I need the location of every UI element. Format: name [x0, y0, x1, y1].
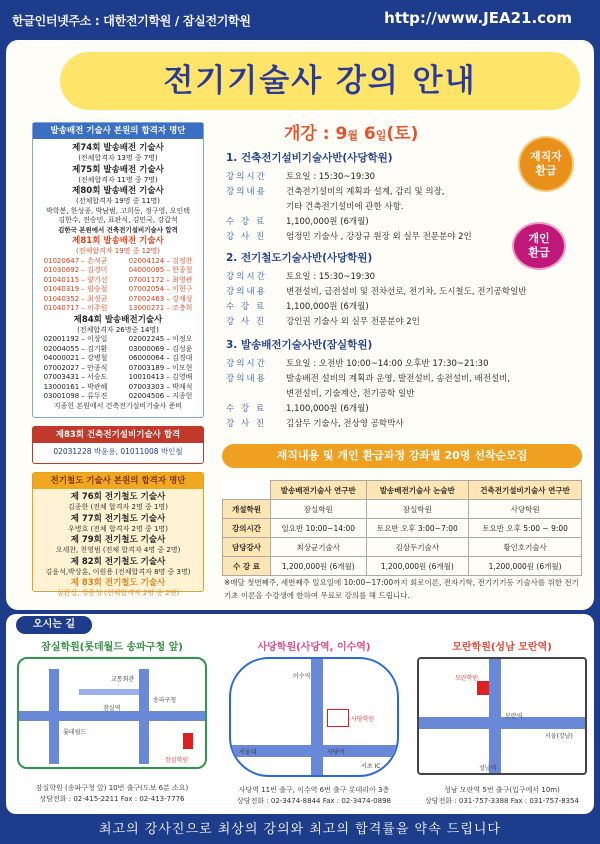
row-value: 1,100,000원 (6개월)	[286, 404, 369, 414]
row-header: 개설학원	[223, 500, 271, 519]
table-cell: 황인호기술사	[469, 538, 582, 557]
table-cell: 1,200,000원 (6개월)	[271, 557, 367, 576]
pass-entry: 06000064 – 김경대	[128, 354, 193, 362]
course-1	[226, 150, 566, 245]
directions-heading: 오시는 길	[16, 616, 92, 634]
pass-entry: 04000021 – 강병철	[43, 354, 108, 362]
power-pe-pass-list	[32, 122, 204, 418]
course-title: 1. 건축전기설비기술사반(사당학원)	[226, 152, 393, 164]
map-address: 성남 모란역 5번 출구(입구에서 10m)	[444, 786, 560, 794]
railway-names: 오세찬, 천영범 (전체 합격자 4명 중 2명)	[55, 546, 181, 554]
table-cell: 1,200,000원 (6개월)	[366, 557, 469, 576]
row-key: 강의시간	[226, 272, 267, 282]
pass-entry: 01040352 – 최성균	[43, 294, 108, 303]
round-80-names: 박학봉, 한성종, 박남범, 고희동, 정구영, 오인택	[46, 206, 190, 215]
row-value: 발송배전 설비의 계획과 운영, 발전설비, 송전설비, 배전설비,	[286, 374, 511, 384]
course-row	[226, 387, 586, 402]
course-row	[226, 315, 586, 330]
round-74-sub: (전체합격자 13명 중 7명)	[78, 154, 158, 162]
table-cell: 김삼두기술사	[366, 538, 469, 557]
row-value: 토요일 : 15:30~19:30	[286, 172, 376, 182]
row-key: 수 강 료	[226, 404, 267, 414]
map-address: 잠실학원 (송파구청 앞) 10번 출구(도보 6분 소요)	[35, 784, 189, 792]
table-cell: 토요반 오후 5:00 ~ 9:00	[469, 519, 582, 538]
pass-entry: 07002463 – 강재성	[128, 294, 193, 303]
round-84-note: 지종헌 본원에서 건축전기설비기술사 준비	[53, 401, 183, 410]
map-title: 모란학원(성남 모란역)	[452, 642, 552, 653]
round-74: 제74회 발송배전 기술사	[72, 143, 164, 153]
page-title: 전기기술사 강의 안내	[163, 63, 477, 99]
row-value: 엄정민 기술사 , 강장규 원장 외 실무 전문분야 2인	[286, 232, 472, 242]
round-84-sub: (전체합격자 26명중 14명)	[77, 325, 159, 334]
personal-refund-badge: 개인 환급	[514, 224, 564, 268]
course-3	[226, 337, 586, 432]
footnote: ※매달 첫번째주, 세번째주 일요일에 10:00~17:00까지 회로이론, 전자기학, 전기기기등 기술사를 위한 전기 기초 이론을 수강생에 한하여 무료로 강의를 해 드립니다.	[224, 578, 579, 600]
row-key: 수 강 료	[226, 302, 267, 312]
page-title-banner	[60, 52, 580, 110]
round-81-list	[33, 257, 203, 314]
building-pe-heading: 제83회 건축전기설비기술사 합격	[33, 427, 203, 443]
row-value: 1,100,000원 (6개월)	[286, 217, 369, 227]
course-row	[226, 402, 586, 417]
row-key: 강의시간	[226, 172, 267, 182]
row-key: 강의내용	[226, 287, 267, 297]
row-key: 수 강 료	[226, 217, 267, 227]
schedule-table	[222, 480, 582, 576]
pass-entry: 07003189 – 이모현	[128, 363, 193, 372]
pass-entry: 02004124 – 김정찬	[128, 256, 193, 265]
pass-entry: 07002054 – 이현구	[128, 285, 193, 293]
row-header: 강의시간	[223, 519, 271, 538]
pass-entry: 13000161 – 박관혜	[43, 382, 108, 391]
round-80-names: 김한수, 전승민, 표판식, 김민국, 강갑석	[58, 216, 178, 224]
map-title: 잠실학원(롯데월드 송파구청 앞)	[41, 642, 183, 653]
row-key: 강 사 진	[226, 232, 267, 242]
pass-entry: 02004055 – 김기환	[43, 344, 108, 353]
table-cell: 토요반 오후 3:00~7:00	[366, 519, 469, 538]
row-value: 1,100,000원 (6개월)	[286, 302, 369, 312]
row-value: 건축전기설비의 계획과 설계, 감리 및 의장,	[286, 187, 445, 197]
map-phone: 상담전화 : 02-3474-8844 Fax : 02-3474-0898	[237, 797, 391, 805]
pass-entry: 04000095 – 한종철	[128, 266, 193, 274]
railway-pe-pass-list	[32, 472, 204, 597]
railway-names: 심완섭, 강용성 (전체합격자 2명 중 2명)	[56, 589, 180, 597]
building-pe-names: 02031228 박윤용, 01011008 박인철	[53, 447, 183, 456]
pass-entry: 01020647 – 손석균	[43, 256, 108, 265]
employee-refund-badge: 재직자 환급	[520, 138, 572, 190]
railway-names: 김윤석,박상훈, 이원용 (전체합격자 8명 중 3명)	[45, 567, 191, 576]
table-row	[223, 557, 582, 576]
table-row	[223, 519, 582, 538]
course-row	[226, 270, 586, 285]
moran-map: 모란학원(성남 모란역) 모란학원 모란역 성남역 서울(강남) 성남 모란역 5번 출구(입구에서 10m) 상담전화 : 031-757-3388 Fax : 031-757-8354	[410, 638, 594, 807]
course-title: 3. 발송배전기술사반(잠실학원)	[226, 339, 373, 351]
row-value: 김삼두 기술사, 전상영 공학박사	[286, 419, 404, 429]
pass-entry: 03001098 – 류두진	[43, 392, 108, 400]
pass-entry: 01040319 – 임승철	[43, 285, 108, 293]
col-header: 발송배전기술사 연구반	[271, 481, 367, 500]
row-key: 강의시간	[226, 359, 267, 369]
pass-list-heading: 발송배전 기술사 본원의 합격자 명단	[33, 123, 203, 139]
row-header: 담당강사	[223, 538, 271, 557]
course-row	[226, 300, 586, 315]
course-row	[226, 185, 566, 200]
col-header: 건축전기설비기술사 연구반	[469, 481, 582, 500]
railway-heading: 전기철도 기술사 본원의 합격자 명단	[33, 473, 203, 489]
course-title: 2. 전기철도기술사반(사당학원)	[226, 252, 373, 264]
round-80-sub: (전체합격자 19명 중 11명)	[75, 197, 161, 205]
round-80-note: 김한국 본원에서 건축전기설비기술사 합격	[58, 225, 178, 234]
table-cell: 최상균기술사	[271, 538, 367, 557]
course-row	[226, 372, 586, 387]
course-row	[226, 170, 566, 185]
railway-names: 우병호 (전체 합격자 2명 중 1명)	[68, 524, 168, 533]
round-81: 제81회 발송배전 기술사	[72, 236, 164, 246]
pass-entry: 02002245 – 이정오	[128, 335, 193, 343]
row-value: 강인권 기술사 외 실무 전문분야 2인	[286, 317, 420, 327]
top-bar	[0, 0, 600, 40]
pass-entry: 01030692 – 김경미	[43, 266, 108, 274]
row-value: 변전설비, 급전설비 및 전차선로, 전기차, 도시철도, 전기공학일반	[286, 287, 527, 297]
table-cell: 잠실학원	[366, 500, 469, 519]
railway-round: 제 77회 전기철도 기술사	[70, 513, 166, 524]
pass-entry: 07003431 – 서승도	[43, 373, 108, 381]
pass-entry: 01040717 – 이주원	[43, 304, 108, 312]
pass-entry: 01040115 – 양기선	[43, 275, 108, 284]
round-75-sub: (전체합격자 11명 중 7명)	[78, 175, 158, 184]
pass-entry: 07002027 – 안종식	[43, 363, 108, 372]
opening-date: 개강 : 9월 6일(토)	[284, 124, 419, 144]
table-cell: 일요반 10:00~14:00	[271, 519, 367, 538]
pass-entry: 02004506 – 지종헌	[128, 392, 193, 400]
railway-round: 제 82회 전기철도 기술사	[70, 556, 166, 567]
round-84: 제84회 발송배전기술사	[73, 314, 163, 325]
building-pe-pass-box	[32, 426, 204, 464]
map-title: 사당학원(사당역, 이수역)	[257, 642, 371, 653]
row-key	[226, 200, 286, 215]
table-cell: 사당학원	[469, 500, 582, 519]
jamsil-map: 잠실학원(롯데월드 송파구청 앞) 교통회관 롯데월드 송파구청 잠실역 잠실학원 잠실학원 (송파구청 앞) 10번 출구(도보 6분 소요) 상담전화 : 02-415-2211 Fax : 02-413-7776	[14, 638, 210, 805]
map-phone: 상담전화 : 02-415-2211 Fax : 02-413-7776	[39, 795, 185, 803]
course-row	[226, 357, 586, 372]
website-url[interactable]: http://www.JEA21.com	[384, 9, 572, 27]
internet-address: 한글인터넷주소 : 대한전기학원 / 잠실전기학원	[12, 14, 251, 28]
recruit-banner: 재직내용 및 개인 환급과정 강좌별 20명 선착순모집	[222, 444, 582, 468]
table-cell: 1,200,000원 (6개월)	[469, 557, 582, 576]
row-value: 변전설비, 기술계산, 전기공학 일반	[286, 389, 415, 399]
map-phone: 상담전화 : 031-757-3388 Fax : 031-757-8354	[425, 797, 579, 805]
round-80: 제80회 발송배전 기술사	[72, 186, 164, 196]
row-value: 토요일 : 오전반 10:00~14:00 오후반 17:30~21:30	[286, 359, 489, 369]
round-81-sub: (전체합격자 19명 중 12명)	[75, 247, 161, 255]
row-value: 토요일 : 15:30~19:30	[286, 272, 376, 282]
railway-names: 김종한 (전체 합격자 2명 중 1명)	[68, 503, 168, 511]
table-row	[223, 500, 582, 519]
course-row	[226, 215, 566, 230]
row-key: 강 사 진	[226, 317, 267, 327]
round-75: 제75회 발송배전 기술사	[72, 164, 164, 175]
pass-entry: 03000069 – 김성윤	[128, 344, 193, 353]
course-row	[226, 200, 566, 215]
pass-entry: 10010413 – 김영배	[128, 373, 193, 381]
railway-round: 제 76회 전기철도 기술사	[70, 492, 166, 502]
sadang-map: 사당학원(사당역, 이수역) 이수역 사당역 서울대 사당학원 서초 IC 사당역 11번 출구, 이수역 6번 출구 롯데리아 3층 상담전화 : 02-3474-8844 Fax : 02-3474-0898	[216, 638, 412, 807]
row-value: 기타 건축전기설비에 관한 사항.	[286, 202, 404, 212]
row-header: 수 강 료	[223, 557, 271, 576]
row-key: 강의내용	[226, 187, 267, 197]
round-84-list	[33, 335, 203, 402]
col-header: 발송배전기술사 논술반	[366, 481, 469, 500]
pass-entry: 13000271 – 조충희	[128, 304, 193, 312]
pass-entry: 02001192 – 이상일	[43, 335, 108, 343]
row-key	[226, 387, 286, 402]
row-key: 강의내용	[226, 374, 267, 384]
row-key: 강 사 진	[226, 419, 267, 429]
course-row	[226, 285, 586, 300]
railway-round: 제 79회 전기철도 기술사	[70, 535, 166, 545]
table-row	[223, 538, 582, 557]
slogan: 최고의 강사진으로 최상의 강의와 최고의 합격률을 약속 드립니다	[99, 822, 501, 837]
pass-entry: 07001172 – 최영관	[128, 275, 193, 284]
map-address: 사당역 11번 출구, 이수역 6번 출구 롯데리아 3층	[238, 786, 390, 794]
pass-entry: 07003303 – 박재석	[128, 382, 193, 391]
railway-round: 제 83회 전기철도 기술사	[70, 578, 166, 588]
course-row	[226, 417, 586, 432]
table-cell: 잠실학원	[271, 500, 367, 519]
